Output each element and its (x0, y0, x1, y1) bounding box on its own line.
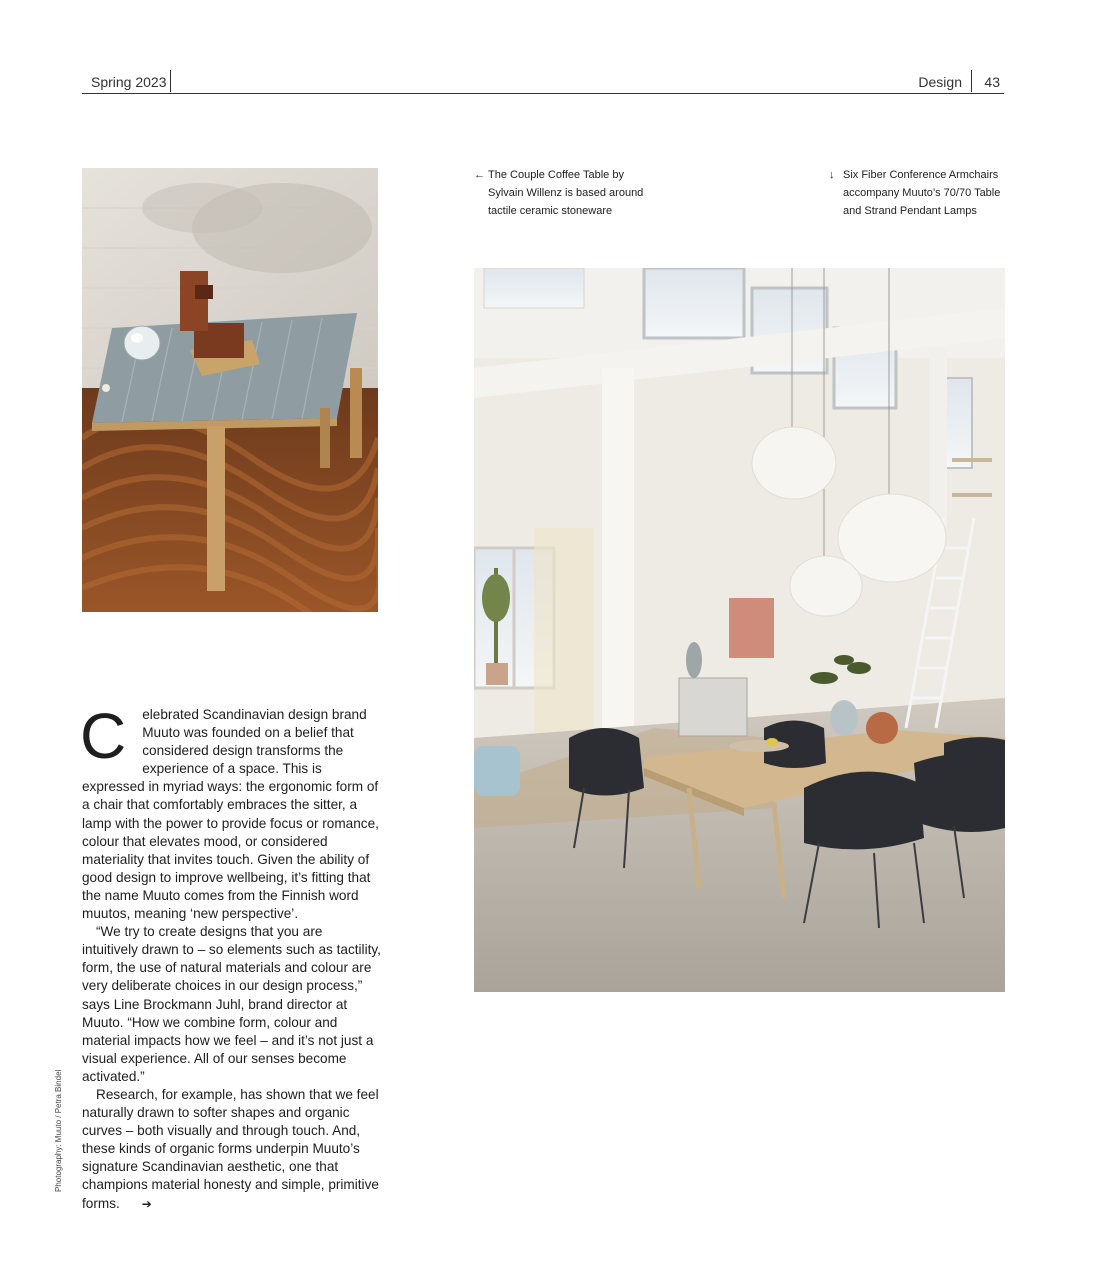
caption-text: Six Fiber Conference Armchairs accompany Muuto’s 70/70 Table and Strand Pendant Lamps (843, 169, 1001, 217)
caption-dining (829, 166, 1005, 220)
arrow-left-icon: ← (474, 169, 485, 181)
header-divider (170, 70, 171, 92)
paragraph-3-text: Research, for example, has shown that we feel naturally drawn to softer shapes and organic curves – both visually and through touch. And, these kinds of organic forms underpin Muuto’s signature Scandinavian aesthetic, one that champions material honesty and simple, primitive forms. (82, 1086, 379, 1211)
paragraph-2: “We try to create designs that you are intuitively drawn to – so elements such as tactility, form, the use of natural materials and colour are very deliberate choices in our design process,” says Line Brockmann Juhl, brand director at Muuto. “How we combine form, colour and material impacts how we feel – and it’s not just a visual experience. All of our senses become activated.” (82, 924, 381, 1084)
page-header (82, 68, 1004, 94)
arrow-down-icon: ↓ (829, 169, 835, 181)
paragraph-3 (82, 1086, 382, 1213)
photo-credit: Photography: Muuto / Petra Bindel (54, 1069, 63, 1192)
coffee-table-photo (82, 168, 378, 612)
section-label: Design (918, 74, 962, 90)
paragraph-1-text: elebrated Scandinavian design brand Muuto was founded on a belief that considered design transforms the experience of a space. This is expressed in myriad ways: the ergonomic form of a chair that comfortably embraces the sitter, a lamp with the power to provide focus or romance, colour that elevates mood, or considered materiality that invites touch. Given the ability of good design to improve wellbeing, it’s fitting that the name Muuto comes from the Finnish word muutos, meaning ‘new perspective’. (82, 707, 379, 922)
page-number: 43 (984, 74, 1000, 90)
issue-label: Spring 2023 (91, 74, 167, 90)
end-mark-icon: ➔ (141, 1196, 152, 1211)
paragraph-1 (80, 700, 382, 923)
drop-cap: C (80, 700, 127, 772)
caption-text: The Couple Coffee Table by Sylvain Willenz is based around tactile ceramic stoneware (488, 169, 644, 217)
coffee-table-illustration (82, 168, 378, 612)
caption-coffee-table (474, 166, 658, 220)
dining-room-photo (474, 268, 1005, 992)
article-body (80, 700, 382, 1213)
header-divider (971, 70, 972, 92)
dining-room-illustration (474, 268, 1005, 992)
